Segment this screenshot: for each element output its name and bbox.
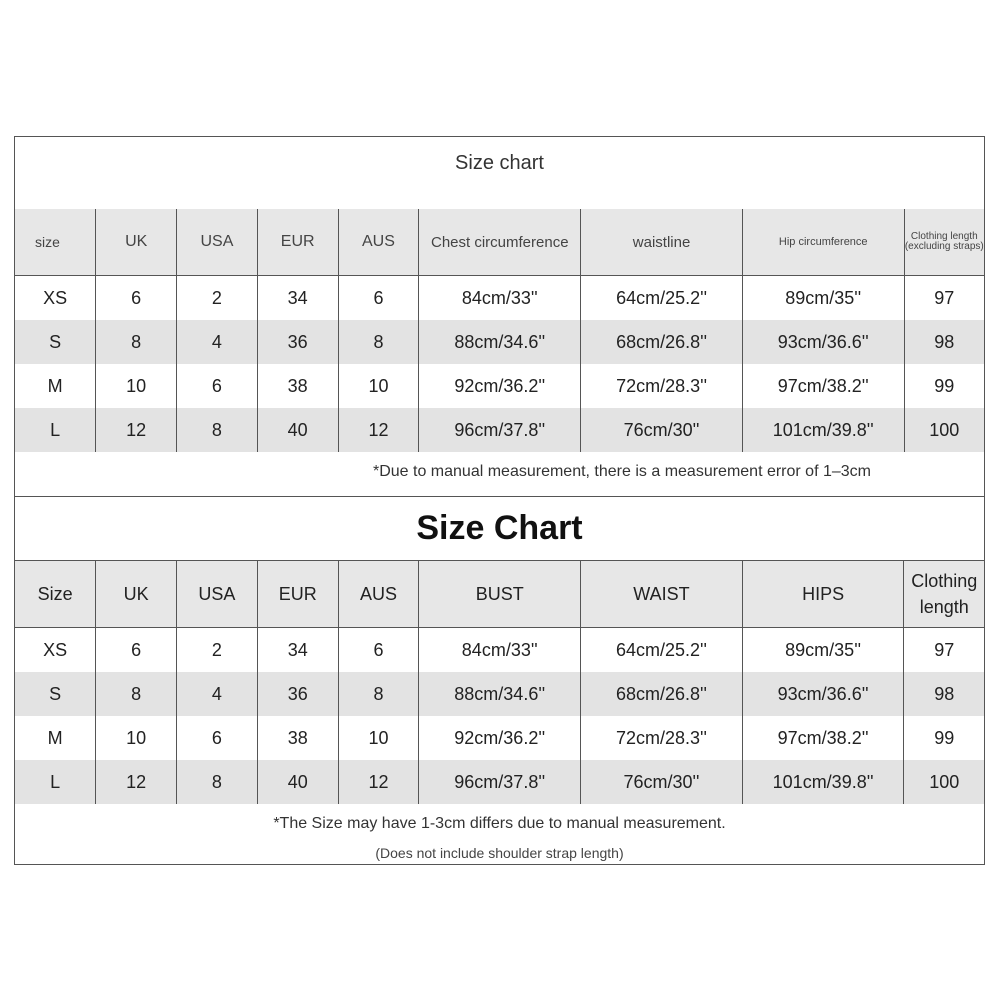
chart-1-title: Size chart (455, 152, 544, 174)
cell-uk: 6 (96, 628, 177, 673)
header-eur: EUR (257, 561, 338, 628)
table-row (15, 364, 984, 408)
header-chest: Chest circumference (419, 209, 581, 276)
cell-usa: 4 (177, 320, 258, 364)
cell-size: M (15, 716, 96, 760)
header-uk: UK (96, 209, 177, 276)
cell-waist: 68cm/26.8'' (581, 672, 743, 716)
table-row (15, 276, 984, 321)
header-eur: EUR (257, 209, 338, 276)
measurement-note-1: *Due to manual measurement, there is a measurement error of 1–3cm (372, 463, 871, 480)
cell-eur: 38 (257, 716, 338, 760)
header-hips: HIPS (742, 561, 904, 628)
cell-size: XS (15, 276, 96, 321)
cell-waist: 72cm/28.3'' (581, 364, 743, 408)
header-uk: UK (96, 561, 177, 628)
cell-aus: 6 (338, 628, 419, 673)
cell-aus: 6 (338, 276, 419, 321)
cell-aus: 12 (338, 760, 419, 804)
header-waist: WAIST (581, 561, 743, 628)
cell-length: 97 (934, 639, 955, 660)
cell-waist: 64cm/25.2'' (581, 276, 743, 321)
cell-hips: 93cm/36.6'' (742, 672, 904, 716)
cell-hips: 101cm/39.8'' (742, 760, 904, 804)
size-chart-1 (14, 136, 985, 497)
chart-2-title: Size Chart (416, 509, 583, 547)
strap-length-note: (Does not include shoulder strap length) (375, 845, 624, 861)
size-chart-2 (14, 497, 985, 865)
cell-size: M (15, 364, 96, 408)
cell-eur: 40 (257, 408, 338, 452)
header-hip: Hip circumference (742, 209, 904, 276)
cell-size: S (15, 320, 96, 364)
cell-uk: 6 (96, 276, 177, 321)
cell-aus: 10 (338, 364, 419, 408)
cell-uk: 10 (96, 364, 177, 408)
cell-uk: 10 (96, 716, 177, 760)
cell-waist: 68cm/26.8'' (581, 320, 743, 364)
table-header-row (15, 561, 984, 628)
cell-chest: 92cm/36.2'' (419, 364, 581, 408)
cell-chest: 88cm/34.6'' (419, 320, 581, 364)
table-row (15, 628, 984, 673)
cell-usa: 6 (177, 716, 258, 760)
table-row (15, 760, 984, 804)
cell-hip: 101cm/39.8'' (742, 408, 904, 452)
cell-aus: 10 (338, 716, 419, 760)
cell-size: L (15, 408, 96, 452)
table-row (15, 716, 984, 760)
cell-aus: 8 (338, 320, 419, 364)
header-usa: USA (177, 561, 258, 628)
cell-length: 98 (904, 320, 984, 364)
cell-size: XS (15, 628, 96, 673)
header-aus: AUS (338, 561, 419, 628)
cell-usa: 8 (177, 408, 258, 452)
cell-chest: 84cm/33'' (419, 276, 581, 321)
header-clothing-length: Clothing length (904, 561, 984, 628)
cell-length: 100 (904, 408, 984, 452)
cell-length: 97 (934, 287, 955, 308)
cell-eur: 34 (257, 628, 338, 673)
cell-length: 99 (934, 375, 955, 396)
cell-waist: 72cm/28.3'' (581, 716, 743, 760)
cell-bust: 92cm/36.2'' (419, 716, 581, 760)
cell-length: 99 (934, 727, 955, 748)
table-row (15, 408, 984, 452)
cell-hip: 89cm/35'' (742, 276, 904, 321)
cell-waist: 76cm/30'' (581, 760, 743, 804)
cell-chest: 96cm/37.8'' (419, 408, 581, 452)
cell-bust: 88cm/34.6'' (419, 672, 581, 716)
cell-eur: 34 (257, 276, 338, 321)
cell-waist: 76cm/30'' (581, 408, 743, 452)
cell-waist: 64cm/25.2'' (581, 628, 743, 673)
cell-eur: 40 (257, 760, 338, 804)
table-header-row (15, 209, 984, 276)
table-row (15, 320, 984, 364)
header-waistline: waistline (581, 209, 743, 276)
header-aus: AUS (338, 209, 419, 276)
header-size: size (15, 209, 96, 276)
header-size: Size (15, 561, 96, 628)
cell-length: 100 (904, 760, 984, 804)
cell-uk: 8 (96, 320, 177, 364)
cell-usa: 6 (177, 364, 258, 408)
measurement-note-2: *The Size may have 1-3cm differs due to manual measurement. (273, 815, 726, 832)
cell-eur: 38 (257, 364, 338, 408)
cell-size: S (15, 672, 96, 716)
cell-aus: 8 (338, 672, 419, 716)
cell-hip: 97cm/38.2'' (742, 364, 904, 408)
cell-usa: 2 (177, 628, 258, 673)
size-table-2 (15, 560, 984, 804)
cell-eur: 36 (257, 320, 338, 364)
header-usa: USA (177, 209, 258, 276)
cell-eur: 36 (257, 672, 338, 716)
size-table-1 (15, 209, 984, 452)
cell-uk: 12 (96, 408, 177, 452)
cell-usa: 4 (177, 672, 258, 716)
cell-hips: 97cm/38.2'' (742, 716, 904, 760)
cell-uk: 8 (96, 672, 177, 716)
cell-aus: 12 (338, 408, 419, 452)
cell-usa: 8 (177, 760, 258, 804)
cell-hip: 93cm/36.6'' (742, 320, 904, 364)
cell-hips: 89cm/35'' (742, 628, 904, 673)
header-bust: BUST (419, 561, 581, 628)
cell-uk: 12 (96, 760, 177, 804)
table-row (15, 672, 984, 716)
header-clothing-length: Clothing length (excluding straps) (904, 209, 984, 276)
cell-bust: 84cm/33'' (419, 628, 581, 673)
cell-size: L (15, 760, 96, 804)
cell-bust: 96cm/37.8'' (419, 760, 581, 804)
cell-length: 98 (904, 672, 984, 716)
cell-usa: 2 (177, 276, 258, 321)
